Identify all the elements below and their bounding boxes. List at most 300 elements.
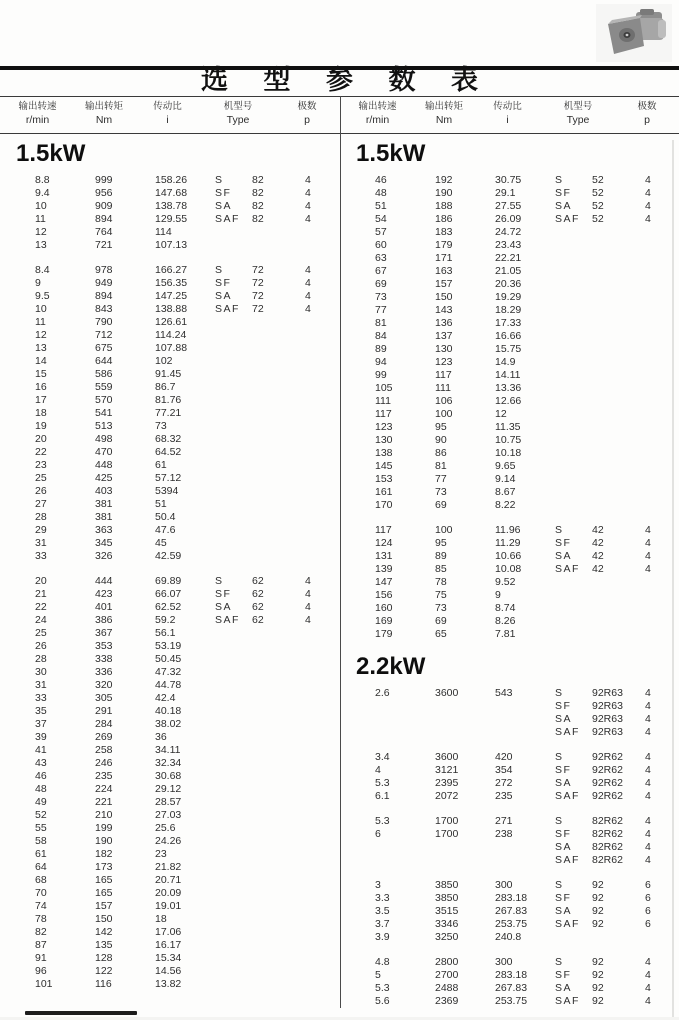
cell-type-size bbox=[592, 460, 645, 473]
cell-type-prefix: S bbox=[555, 751, 564, 763]
cell-type-prefix bbox=[215, 757, 252, 770]
cell-type-size bbox=[252, 965, 305, 978]
cell-poles: 4 bbox=[645, 174, 651, 186]
cell-type-size bbox=[252, 835, 305, 848]
cell-poles: 4 bbox=[645, 956, 651, 968]
cell-type-size bbox=[252, 744, 305, 757]
cell-ratio: 114 bbox=[155, 226, 172, 238]
cell-torque: 86 bbox=[435, 447, 447, 459]
cell-poles bbox=[305, 861, 333, 874]
cell-speed: 161 bbox=[375, 486, 393, 498]
cell-torque: 130 bbox=[435, 343, 453, 355]
cell-type-size: 82 bbox=[252, 213, 264, 225]
cell-torque: 470 bbox=[95, 446, 113, 458]
cell-type-size bbox=[252, 550, 305, 563]
cell-speed: 54 bbox=[375, 213, 387, 225]
cell-speed: 35 bbox=[35, 705, 47, 717]
cell-type-size bbox=[252, 679, 305, 692]
cell-poles bbox=[305, 822, 333, 835]
cell-ratio: 53.19 bbox=[155, 640, 182, 652]
table-row bbox=[340, 615, 679, 628]
cell-ratio: 34.11 bbox=[155, 744, 181, 756]
cell-ratio: 8.22 bbox=[495, 499, 516, 511]
cell-torque: 246 bbox=[95, 757, 113, 769]
table-row bbox=[0, 952, 339, 965]
cell-poles: 4 bbox=[645, 777, 651, 789]
cell-type-size bbox=[592, 343, 645, 356]
cell-type-prefix bbox=[555, 434, 592, 447]
table-column-left bbox=[0, 138, 339, 1003]
power-section-heading: 1.5kW bbox=[356, 140, 426, 167]
column-header-unit: p bbox=[644, 114, 650, 126]
table-row bbox=[340, 447, 679, 460]
table-row bbox=[340, 252, 679, 265]
cell-torque: 183 bbox=[435, 226, 453, 238]
cell-type-prefix bbox=[215, 329, 252, 342]
cell-speed: 5.6 bbox=[375, 995, 390, 1007]
cell-poles bbox=[645, 369, 673, 382]
cell-torque: 305 bbox=[95, 692, 113, 704]
cell-type-prefix bbox=[215, 485, 252, 498]
cell-type-prefix bbox=[555, 576, 592, 589]
cell-poles bbox=[305, 783, 333, 796]
cell-speed: 153 bbox=[375, 473, 393, 485]
cell-ratio: 107.13 bbox=[155, 239, 188, 251]
cell-type-size bbox=[252, 809, 305, 822]
table-row bbox=[340, 628, 679, 641]
cell-type-prefix bbox=[215, 913, 252, 926]
cell-torque: 320 bbox=[95, 679, 113, 691]
cell-poles: 4 bbox=[305, 213, 311, 225]
column-header bbox=[202, 100, 274, 127]
cell-speed: 15 bbox=[35, 368, 47, 380]
cell-type-prefix bbox=[215, 368, 252, 381]
cell-type-prefix bbox=[215, 900, 252, 913]
power-section-heading: 2.2kW bbox=[356, 653, 426, 680]
cell-speed: 16 bbox=[35, 381, 47, 393]
cell-ratio: 10.08 bbox=[495, 563, 522, 575]
cell-speed: 96 bbox=[35, 965, 47, 977]
cell-torque: 291 bbox=[95, 705, 113, 717]
cell-speed: 31 bbox=[35, 537, 47, 549]
cell-ratio: 102 bbox=[155, 355, 173, 367]
cell-torque: 586 bbox=[95, 368, 113, 380]
cell-torque: 75 bbox=[435, 589, 447, 601]
cell-speed: 123 bbox=[375, 421, 393, 433]
cell-poles bbox=[645, 291, 673, 304]
column-header-unit: Nm bbox=[95, 114, 113, 126]
cell-torque: 221 bbox=[95, 796, 113, 808]
cell-poles bbox=[305, 705, 333, 718]
cell-poles: 4 bbox=[645, 790, 651, 802]
cell-ratio: 158.26 bbox=[155, 174, 188, 186]
cell-poles bbox=[645, 343, 673, 356]
cell-torque: 117 bbox=[435, 369, 452, 381]
table-row bbox=[0, 770, 339, 783]
cell-ratio: 107.88 bbox=[155, 342, 188, 354]
cell-type-size bbox=[592, 252, 645, 265]
cell-speed: 5.3 bbox=[375, 815, 390, 827]
cell-torque: 2800 bbox=[435, 956, 459, 968]
cell-ratio: 86.7 bbox=[155, 381, 176, 393]
cell-ratio: 240.8 bbox=[495, 931, 522, 943]
cell-type-prefix bbox=[215, 666, 252, 679]
cell-ratio: 126.61 bbox=[155, 316, 188, 328]
cell-type-prefix bbox=[555, 382, 592, 395]
cell-poles: 4 bbox=[645, 982, 651, 994]
cell-torque: 122 bbox=[95, 965, 113, 977]
cell-type-prefix: S bbox=[555, 174, 564, 186]
table-row bbox=[0, 861, 339, 874]
cell-poles bbox=[645, 304, 673, 317]
cell-type-size bbox=[592, 239, 645, 252]
table-row bbox=[340, 473, 679, 486]
cell-ratio: 40.18 bbox=[155, 705, 182, 717]
power-section bbox=[340, 653, 679, 1008]
cell-ratio: 24.26 bbox=[155, 835, 182, 847]
cell-type-size: 72 bbox=[252, 303, 264, 315]
cell-type-prefix: SA bbox=[555, 713, 573, 725]
cell-torque: 894 bbox=[95, 290, 113, 302]
cell-poles bbox=[305, 485, 333, 498]
cell-poles bbox=[645, 589, 673, 602]
cell-torque bbox=[435, 726, 495, 739]
cell-torque: 403 bbox=[95, 485, 113, 497]
cell-speed: 3.9 bbox=[375, 931, 390, 943]
cell-torque: 2700 bbox=[435, 969, 459, 981]
cell-torque: 978 bbox=[95, 264, 113, 276]
column-header bbox=[133, 100, 202, 127]
row-group bbox=[0, 575, 339, 991]
cell-speed: 29 bbox=[35, 524, 47, 536]
cell-ratio: 73 bbox=[155, 420, 167, 432]
cell-torque: 69 bbox=[435, 499, 447, 511]
cell-torque: 3600 bbox=[435, 751, 459, 763]
cell-ratio: 16.66 bbox=[495, 330, 522, 342]
cell-torque: 137 bbox=[435, 330, 453, 342]
cell-type-prefix: SAF bbox=[555, 995, 580, 1007]
cell-type-prefix bbox=[555, 343, 592, 356]
cell-speed: 31 bbox=[35, 679, 47, 691]
power-section-heading: 1.5kW bbox=[16, 140, 86, 167]
cell-torque: 1700 bbox=[435, 815, 459, 827]
cell-ratio: 235 bbox=[495, 790, 513, 802]
cell-torque: 381 bbox=[95, 498, 113, 510]
cell-type-prefix: SA bbox=[555, 550, 573, 562]
cell-torque: 336 bbox=[95, 666, 113, 678]
cell-torque: 956 bbox=[95, 187, 113, 199]
table-row bbox=[340, 563, 679, 576]
cell-poles bbox=[305, 926, 333, 939]
table-row bbox=[340, 356, 679, 369]
cell-type-prefix: S bbox=[555, 879, 564, 891]
cell-torque: 3515 bbox=[435, 905, 459, 917]
cell-ratio: 18 bbox=[155, 913, 167, 925]
table-row bbox=[340, 226, 679, 239]
cell-torque: 1700 bbox=[435, 828, 459, 840]
cell-type-prefix bbox=[215, 705, 252, 718]
cell-poles: 6 bbox=[645, 905, 651, 917]
cell-speed: 111 bbox=[375, 395, 391, 407]
cell-poles bbox=[305, 420, 333, 433]
cell-poles: 4 bbox=[645, 995, 651, 1007]
cell-type-size bbox=[252, 537, 305, 550]
cell-poles bbox=[645, 239, 673, 252]
cell-type-size: 52 bbox=[592, 174, 604, 186]
cell-type-prefix bbox=[215, 874, 252, 887]
row-group bbox=[340, 956, 679, 1008]
cell-torque: 790 bbox=[95, 316, 113, 328]
cell-type-size bbox=[592, 408, 645, 421]
cell-poles: 4 bbox=[645, 187, 651, 199]
column-header bbox=[340, 100, 415, 127]
table-row bbox=[0, 666, 339, 679]
column-header bbox=[0, 100, 75, 127]
cell-type-prefix bbox=[215, 407, 252, 420]
table-row bbox=[0, 303, 339, 316]
cell-ratio: 61 bbox=[155, 459, 167, 471]
cell-ratio: 21.05 bbox=[495, 265, 522, 277]
cell-poles: 4 bbox=[645, 828, 651, 840]
cell-type-size bbox=[592, 317, 645, 330]
cell-speed: 20 bbox=[35, 575, 47, 587]
cell-poles bbox=[645, 421, 673, 434]
table-row bbox=[0, 485, 339, 498]
column-header-label: 极数 bbox=[297, 101, 317, 112]
cell-speed: 138 bbox=[375, 447, 393, 459]
cell-speed: 74 bbox=[35, 900, 47, 912]
cell-speed bbox=[375, 700, 435, 713]
cell-poles bbox=[305, 381, 333, 394]
cell-ratio: 81.76 bbox=[155, 394, 182, 406]
cell-type-size: 92R63 bbox=[592, 726, 623, 738]
cell-poles: 4 bbox=[645, 213, 651, 225]
column-header-label: 输出转速 bbox=[358, 101, 397, 112]
cell-ratio: 47.6 bbox=[155, 524, 176, 536]
cell-speed: 14 bbox=[35, 355, 47, 367]
cell-speed: 13 bbox=[35, 342, 47, 354]
cell-poles: 4 bbox=[645, 537, 651, 549]
cell-speed: 5 bbox=[375, 969, 381, 981]
cell-speed: 37 bbox=[35, 718, 47, 730]
column-header-label: 极数 bbox=[637, 101, 657, 112]
cell-poles bbox=[305, 900, 333, 913]
cell-speed: 117 bbox=[375, 524, 392, 536]
cell-poles: 4 bbox=[305, 601, 311, 613]
cell-torque: 513 bbox=[95, 420, 113, 432]
cell-type-prefix bbox=[555, 317, 592, 330]
cell-speed bbox=[375, 726, 435, 739]
cell-ratio: 29.12 bbox=[155, 783, 182, 795]
cell-ratio: 42.59 bbox=[155, 550, 182, 562]
cell-poles bbox=[305, 433, 333, 446]
cell-ratio: 45 bbox=[155, 537, 167, 549]
cell-speed: 9 bbox=[35, 277, 41, 289]
cell-torque: 541 bbox=[95, 407, 113, 419]
table-row bbox=[0, 511, 339, 524]
cell-torque: 423 bbox=[95, 588, 113, 600]
table-row bbox=[340, 790, 679, 803]
cell-ratio: 147.68 bbox=[155, 187, 188, 199]
cell-poles bbox=[305, 731, 333, 744]
cell-torque: 712 bbox=[95, 329, 113, 341]
cell-ratio: 21.82 bbox=[155, 861, 182, 873]
column-header-unit: Type bbox=[566, 114, 590, 126]
cell-torque: 401 bbox=[95, 601, 113, 613]
cell-speed: 23 bbox=[35, 459, 47, 471]
cell-speed: 145 bbox=[375, 460, 393, 472]
cell-type-prefix bbox=[215, 420, 252, 433]
cell-speed: 58 bbox=[35, 835, 47, 847]
cell-type-prefix bbox=[215, 692, 252, 705]
cell-poles: 4 bbox=[305, 614, 311, 626]
table-row bbox=[340, 892, 679, 905]
cell-poles: 4 bbox=[645, 726, 651, 738]
cell-ratio: 5394 bbox=[155, 485, 179, 497]
table-row bbox=[0, 381, 339, 394]
cell-poles: 4 bbox=[305, 575, 311, 587]
cell-type-size: 92R63 bbox=[592, 713, 623, 725]
column-header-unit: i bbox=[166, 114, 169, 126]
cell-speed: 57 bbox=[375, 226, 387, 238]
table-row bbox=[340, 382, 679, 395]
cell-poles bbox=[305, 653, 333, 666]
cell-speed: 5.3 bbox=[375, 777, 390, 789]
cell-torque: 894 bbox=[95, 213, 113, 225]
table-row bbox=[0, 342, 339, 355]
cell-torque: 78 bbox=[435, 576, 447, 588]
cell-torque: 444 bbox=[95, 575, 113, 587]
cell-speed: 39 bbox=[35, 731, 47, 743]
table-row bbox=[340, 537, 679, 550]
cell-type-size: 72 bbox=[252, 290, 264, 302]
cell-ratio: 7.81 bbox=[495, 628, 516, 640]
cell-torque: 764 bbox=[95, 226, 113, 238]
cell-type-prefix bbox=[215, 718, 252, 731]
cell-poles: 4 bbox=[305, 303, 311, 315]
cell-poles bbox=[305, 770, 333, 783]
table-row bbox=[0, 498, 339, 511]
cell-type-size: 42 bbox=[592, 563, 604, 575]
cell-torque: 338 bbox=[95, 653, 113, 665]
table-row bbox=[340, 854, 679, 867]
cell-type-prefix bbox=[215, 446, 252, 459]
cell-poles bbox=[305, 744, 333, 757]
table-row bbox=[340, 200, 679, 213]
cell-speed: 105 bbox=[375, 382, 393, 394]
cell-poles: 4 bbox=[305, 187, 311, 199]
cell-ratio bbox=[495, 700, 555, 713]
cell-type-size bbox=[252, 666, 305, 679]
cell-type-prefix bbox=[215, 744, 252, 757]
cell-torque: 2395 bbox=[435, 777, 459, 789]
cell-poles: 4 bbox=[645, 687, 651, 699]
cell-speed: 9.4 bbox=[35, 187, 50, 199]
cell-type-prefix bbox=[215, 653, 252, 666]
cell-poles: 4 bbox=[645, 550, 651, 562]
table-row bbox=[340, 777, 679, 790]
cell-torque: 65 bbox=[435, 628, 447, 640]
cell-type-prefix: SF bbox=[555, 764, 572, 776]
cell-speed: 48 bbox=[35, 783, 47, 795]
cell-type-size bbox=[252, 796, 305, 809]
table-row bbox=[0, 900, 339, 913]
cell-type-size bbox=[592, 421, 645, 434]
table-row bbox=[0, 692, 339, 705]
cell-ratio: 62.52 bbox=[155, 601, 182, 613]
cell-type-size: 42 bbox=[592, 524, 604, 536]
cell-ratio bbox=[495, 726, 555, 739]
table-row bbox=[0, 783, 339, 796]
cell-ratio: 59.2 bbox=[155, 614, 176, 626]
cell-poles bbox=[305, 666, 333, 679]
cell-speed: 26 bbox=[35, 485, 47, 497]
table-row bbox=[340, 524, 679, 537]
cell-type-size bbox=[252, 407, 305, 420]
cell-poles bbox=[645, 615, 673, 628]
cell-poles bbox=[645, 931, 673, 944]
cell-type-prefix: SF bbox=[555, 700, 572, 712]
cell-type-prefix: SA bbox=[555, 200, 573, 212]
cell-type-size bbox=[252, 329, 305, 342]
cell-ratio: 28.57 bbox=[155, 796, 182, 808]
cell-type-prefix bbox=[215, 316, 252, 329]
table-row bbox=[340, 751, 679, 764]
cell-type-prefix bbox=[215, 627, 252, 640]
cell-poles: 4 bbox=[645, 751, 651, 763]
cell-poles: 4 bbox=[305, 200, 311, 212]
cell-torque: 326 bbox=[95, 550, 113, 562]
cell-ratio: 30.68 bbox=[155, 770, 182, 782]
cell-torque: 448 bbox=[95, 459, 113, 471]
cell-speed: 84 bbox=[375, 330, 387, 342]
cell-speed: 28 bbox=[35, 653, 47, 665]
cell-type-size: 42 bbox=[592, 550, 604, 562]
cell-ratio: 283.18 bbox=[495, 892, 528, 904]
cell-ratio bbox=[495, 713, 555, 726]
table-row bbox=[340, 956, 679, 969]
cell-torque: 570 bbox=[95, 394, 113, 406]
cell-speed: 78 bbox=[35, 913, 47, 925]
cell-torque: 128 bbox=[95, 952, 113, 964]
table-row bbox=[340, 421, 679, 434]
cell-poles bbox=[305, 459, 333, 472]
cell-speed: 22 bbox=[35, 601, 47, 613]
cell-type-prefix bbox=[555, 226, 592, 239]
cell-torque bbox=[435, 713, 495, 726]
table-row bbox=[340, 486, 679, 499]
cell-speed: 20 bbox=[35, 433, 47, 445]
cell-speed: 55 bbox=[35, 822, 47, 834]
cell-torque: 171 bbox=[435, 252, 453, 264]
cell-ratio: 16.17 bbox=[155, 939, 182, 951]
cell-speed: 26 bbox=[35, 640, 47, 652]
cell-speed: 8.4 bbox=[35, 264, 50, 276]
table-row bbox=[0, 679, 339, 692]
table-row bbox=[0, 187, 339, 200]
cell-type-prefix bbox=[555, 602, 592, 615]
table-row bbox=[0, 174, 339, 187]
table-row bbox=[0, 627, 339, 640]
cell-type-size bbox=[592, 395, 645, 408]
cell-speed: 70 bbox=[35, 887, 47, 899]
cell-ratio: 29.1 bbox=[495, 187, 516, 199]
cell-torque: 163 bbox=[435, 265, 453, 277]
cell-speed: 27 bbox=[35, 498, 47, 510]
cell-type-size bbox=[252, 861, 305, 874]
cell-torque: 353 bbox=[95, 640, 113, 652]
cell-ratio bbox=[495, 841, 555, 854]
